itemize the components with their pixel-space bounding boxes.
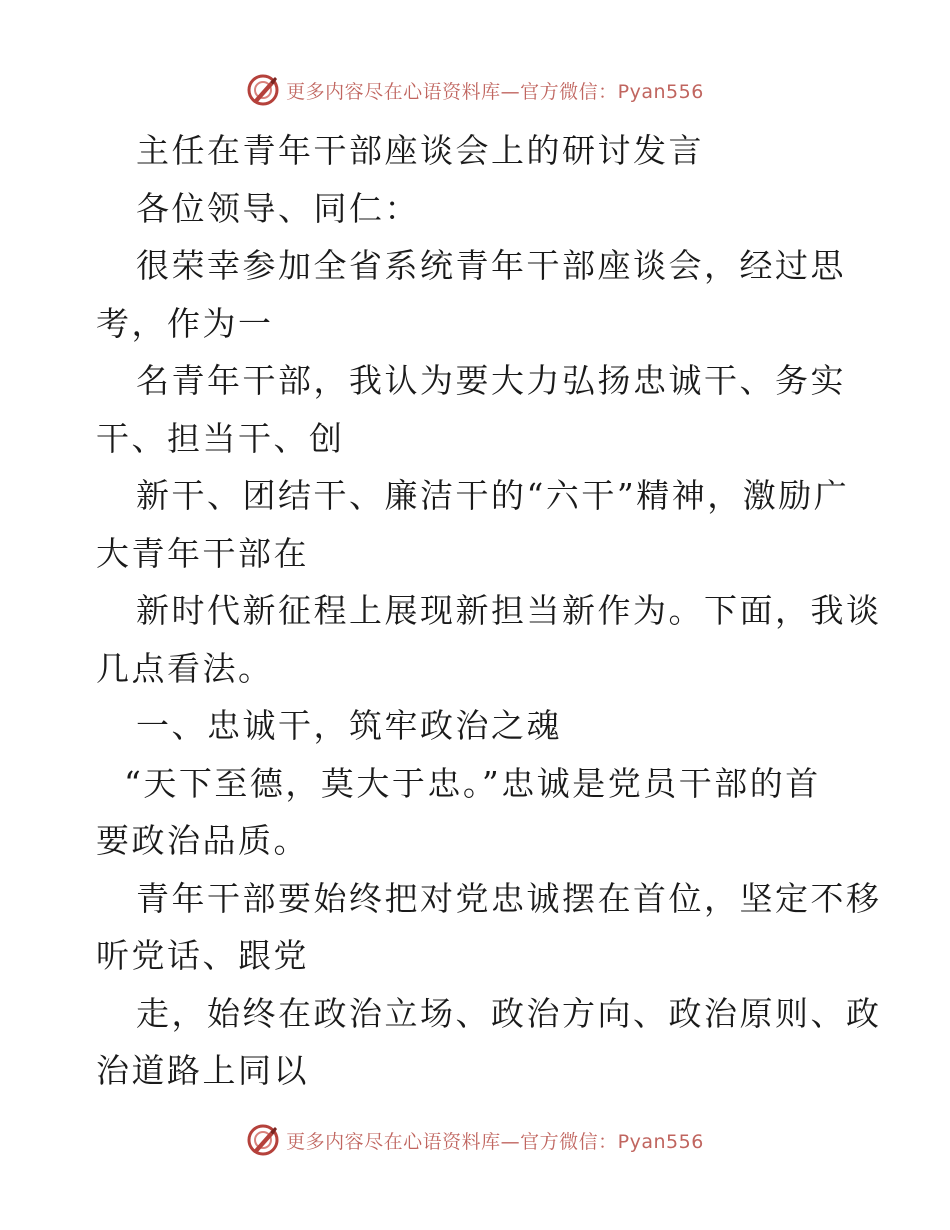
paragraph-line: 大青年干部在 xyxy=(96,533,309,573)
paragraph-line: 新时代新征程上展现新担当新作为。下面，我谈 xyxy=(136,591,882,630)
paragraph-line: 几点看法。 xyxy=(96,648,274,688)
watermark-footer xyxy=(0,1120,950,1160)
paragraph-line: 青年干部要始终把对党忠诚摆在首位，坚定不移 xyxy=(136,878,882,918)
paragraph-line: 新干、团结干、廉洁干的“六干”精神，激励广 xyxy=(136,476,850,515)
salutation: 各位领导、同仁： xyxy=(136,188,420,228)
paragraph-line: 治道路上同以 xyxy=(96,1051,309,1090)
paragraph-line: 要政治品质。 xyxy=(96,821,309,860)
pen-logo-icon xyxy=(246,1123,280,1157)
watermark-text: 更多内容尽在心语资料库—官方微信：Pyan556 xyxy=(286,1130,704,1153)
paragraph-line: 走，始终在政治立场、政治方向、政治原则、政 xyxy=(136,993,882,1033)
paragraph-line: 考，作为一 xyxy=(96,303,274,343)
paragraph-line: 名青年干部，我认为要大力弘扬忠诚干、务实 xyxy=(136,361,846,400)
section-heading: 一、忠诚干，筑牢政治之魂 xyxy=(136,706,562,745)
paragraph-line: 很荣幸参加全省系统青年干部座谈会，经过思 xyxy=(136,246,846,285)
document-body xyxy=(96,122,882,1100)
pen-logo-icon xyxy=(246,73,280,107)
watermark-text: 更多内容尽在心语资料库—官方微信：Pyan556 xyxy=(286,80,704,103)
document-title: 主任在青年干部座谈会上的研讨发言 xyxy=(136,131,704,170)
paragraph-line: 干、担当干、创 xyxy=(96,418,345,458)
paragraph-line: “天下至德，莫大于忠。”忠诚是党员干部的首 xyxy=(124,763,821,803)
paragraph-line: 听党话、跟党 xyxy=(96,936,309,975)
watermark-header xyxy=(0,70,950,110)
